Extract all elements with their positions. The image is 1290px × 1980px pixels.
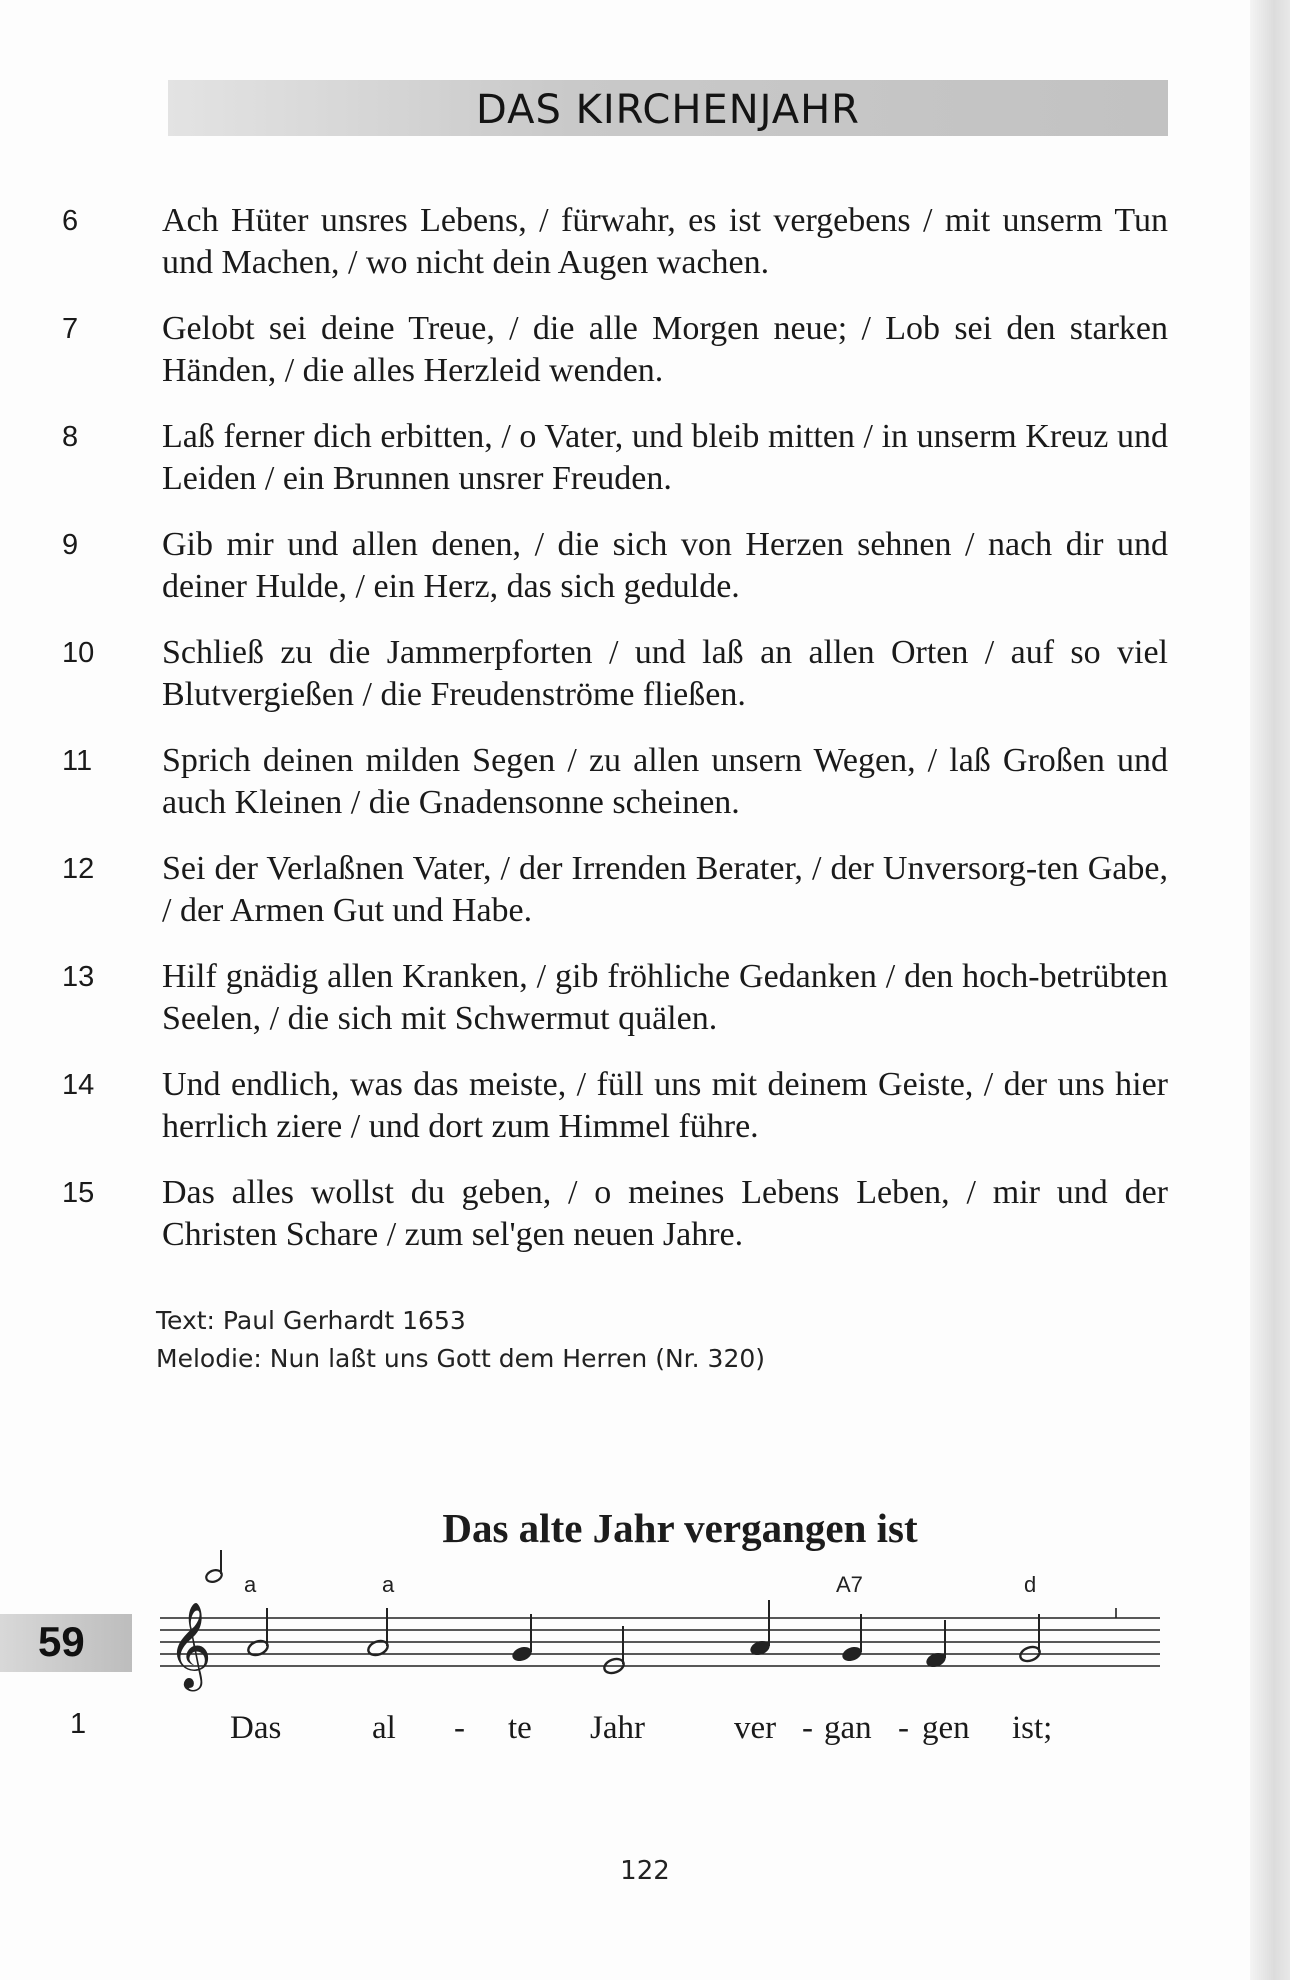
chord-symbol: d — [1024, 1572, 1037, 1597]
lyric-syllable: al — [372, 1710, 396, 1746]
verse-number: 7 — [62, 313, 79, 345]
note-quarter-3 — [510, 1614, 533, 1664]
verse-number: 11 — [62, 745, 93, 777]
tempo-note-icon — [205, 1550, 224, 1584]
lyric-syllable: Jahr — [590, 1710, 645, 1746]
treble-clef-icon: 𝄞 — [168, 1602, 212, 1688]
lyric-syllable: gen — [922, 1710, 970, 1746]
verse-text: Und endlich, was das meiste, / füll uns mit deinem Geiste, / der uns hier herrlich ziere / und dort zum Himmel führe. — [162, 1066, 1168, 1145]
chord-symbol: A7 — [836, 1572, 863, 1597]
verse-text: Gelobt sei deine Treue, / die alle Morgen neue; / Lob sei den starken Händen, / die alles Herzleid wenden. — [162, 310, 1168, 389]
verse-number: 10 — [62, 637, 95, 669]
page-edge-shadow — [1250, 0, 1290, 1980]
lyrics-line — [230, 1710, 1052, 1746]
verse-number: 15 — [62, 1177, 95, 1209]
credits — [156, 1302, 765, 1378]
song-title: Das alte Jahr vergangen ist — [442, 1505, 918, 1551]
lyric-syllable: te — [508, 1710, 532, 1746]
lyric-hyphen: - — [898, 1710, 909, 1746]
staff-lines — [160, 1608, 1160, 1666]
note-half-2 — [366, 1608, 389, 1658]
verse-number: 8 — [62, 421, 79, 453]
note-half-1 — [246, 1608, 269, 1658]
verse-text: Das alles wollst du geben, / o meines Lebens Leben, / mir und der Christen Schare / zum sel'gen neuen Jahre. — [162, 1174, 1168, 1253]
note-quarter-5 — [748, 1600, 771, 1658]
lyric-syllable: ist; — [1012, 1710, 1053, 1746]
verse-text: Ach Hüter unsres Lebens, / fürwahr, es ist vergebens / mit unserm Tun und Machen, / wo nicht dein Augen wachen. — [162, 202, 1168, 281]
section-title: DAS KIRCHENJAHR — [476, 87, 860, 133]
song-verse-number: 1 — [70, 1708, 87, 1740]
note-quarter-6 — [840, 1614, 863, 1664]
verse-text: Sei der Verlaßnen Vater, / der Irrenden Berater, / der Unversorg-ten Gabe, / der Armen Gut und Habe. — [162, 850, 1168, 929]
chord-symbol: a — [382, 1572, 395, 1597]
text-credit: Text: Paul Gerhardt 1653 — [156, 1306, 466, 1335]
verse-text: Sprich deinen milden Segen / zu allen unsern Wegen, / laß Großen und auch Kleinen / die Gnadensonne scheinen. — [162, 742, 1168, 821]
lyric-hyphen: - — [802, 1710, 813, 1746]
chord-symbol: a — [244, 1572, 257, 1597]
verse-text: Laß ferner dich erbitten, / o Vater, und bleib mitten / in unserm Kreuz und Leiden / ein Brunnen unsrer Freuden. — [162, 418, 1168, 497]
lyric-syllable: gan — [824, 1710, 872, 1746]
note-half-4 — [602, 1626, 625, 1676]
verse-text: Hilf gnädig allen Kranken, / gib fröhliche Gedanken / den hoch-betrübten Seelen, / die sich mit Schwermut quälen. — [162, 958, 1168, 1037]
verse-text: Schließ zu die Jammerpforten / und laß an allen Orten / auf so viel Blutvergießen / die Freudenströme fließen. — [162, 634, 1168, 713]
verse-text: Gib mir und allen denen, / die sich von Herzen sehnen / nach dir und deiner Hulde, / ein Herz, das sich gedulde. — [162, 526, 1168, 605]
lyric-syllable: ver — [734, 1710, 777, 1746]
song-number: 59 — [38, 1618, 85, 1665]
lyric-syllable: Das — [230, 1710, 282, 1746]
note-quarter-7 — [924, 1620, 947, 1670]
verse-number: 13 — [62, 961, 95, 993]
verse-number: 12 — [62, 853, 95, 885]
verse-number: 9 — [62, 529, 79, 561]
note-half-8 — [1018, 1614, 1041, 1664]
verse-number: 14 — [62, 1069, 95, 1101]
lyric-hyphen: - — [454, 1710, 465, 1746]
page-number: 122 — [620, 1856, 670, 1886]
verse-number: 6 — [62, 205, 79, 237]
music-staff — [0, 1550, 1200, 1780]
melody-credit: Melodie: Nun laßt uns Gott dem Herren (Nr. 320) — [156, 1344, 766, 1373]
